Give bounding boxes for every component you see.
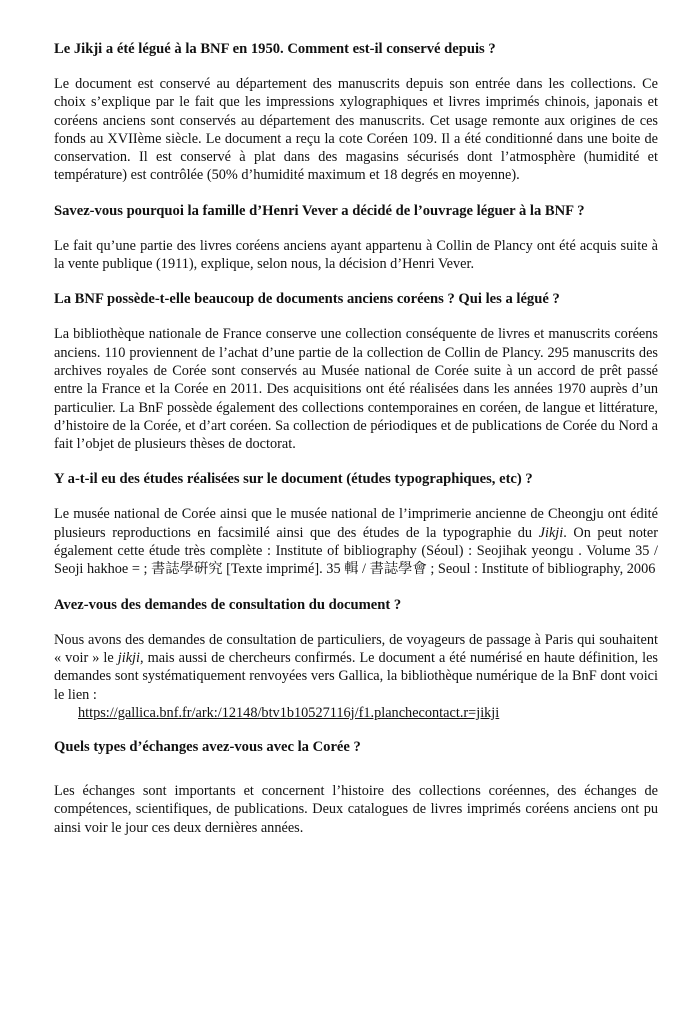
answer-5-text-start: Nous avons des demandes de consultation de particuliers, de voyageurs de passage à Paris qui souhaitent « voir » le [54,631,658,666]
answer-6: Les échanges sont importants et concernent l’histoire des collections coréennes, des échanges de compétences, scientifiques, de publications. Deux catalogues de livres imprimés coréens anciens ont pu ainsi voir le jour ces deux dernières années. [54,783,658,836]
question-4: Y a-t-il eu des études réalisées sur le document (études typographiques, etc) ? [54,471,533,488]
answer-5-italic-title: jikji [117,649,140,666]
gallica-link[interactable]: https://gallica.bnf.fr/ark:/12148/btv1b10527116j/f1.planchecontact.r=jikji [78,704,500,721]
question-2: Savez-vous pourquoi la famille d’Henri Vever a décidé de l’ouvrage léguer à la BNF ? [54,202,585,219]
question-1: Le Jikji a été légué à la BNF en 1950. Comment est-il conservé depuis ? [54,41,496,57]
answer-4-italic-title: Jikji [538,524,564,541]
answer-4 [54,505,658,578]
answer-1: Le document est conservé au département des manuscrits depuis son entrée dans les collections. Ce choix s’explique par le fait que les impressions xylographiques et livres imprimés chinois, japonais et coréens anciens sont conservés au département des manuscrits. Cet usage remonte aux origines de ces fonds au XVIIème siècle. Le document a reçu la cote Coréen 109. Il a été conditionné dans une boite de conservation. Il est conservé à plat dans des magasins sécurisés dont l’atmosphère (humidité et température) est contrôlée (50% d’humidité maximum et 18 degrés en moyenne). [54,76,658,184]
question-3: La BNF possède-t-elle beaucoup de documents anciens coréens ? Qui les a légué ? [54,291,560,308]
question-6: Quels types d’échanges avez-vous avec la Corée ? [54,739,361,756]
answer-5-text-end: , mais aussi de chercheurs confirmés. Le document a été numérisé en haute définition, les demandes sont systématiquement renvoyées vers Gallica, la bibliothèque numérique de la BnF dont voici le lien : [54,649,658,703]
question-5: Avez-vous des demandes de consultation du document ? [54,596,402,613]
answer-2: Le fait qu’une partie des livres coréens anciens ayant appartenu à Collin de Plancy ont été acquis suite à la vente publique (1911), explique, selon nous, la décision d’Henri Vever. [54,237,658,273]
answer-4-text-start: Le musée national de Corée ainsi que le musée national de l’imprimerie ancienne de Cheongju ont édité plusieurs reproductions en facsimilé ainsi que des études de la typographie du [54,506,658,541]
answer-5 [54,631,658,704]
answer-3: La bibliothèque nationale de France conserve une collection conséquente de livres et manuscrits coréens anciens. 110 proviennent de l’achat d’une partie de la collection de Collin de Plancy. 295 manuscrits des archives royales de Corée sont conservés au Musée national de Corée suite à un accord de prêt passé entre la France et la Corée en 2011. Des acquisitions ont été réalisées dans les années 1970 auprès d’un particulier. La BnF possède également des collections contemporaines en coréen, de langue et littérature, d’histoire de la Corée, et d’art coréen. Sa collection de périodiques et de publications de Corée du Nord a fait l’objet de plusieurs thèses de doctorat. [54,326,658,453]
answer-4-text-end: . On peut noter également cette étude très complète : Institute of bibliography (Séoul) : Seojihak yeongu . Volume 35 / Seoji hakhoe = ; 書誌學硏究 [Texte imprimé]. 35 輯 / 書誌學會 ; Seoul : Institute of bibliography, 2006 [54,524,658,578]
document-page [54,40,658,854]
gallica-link-line [54,704,658,722]
